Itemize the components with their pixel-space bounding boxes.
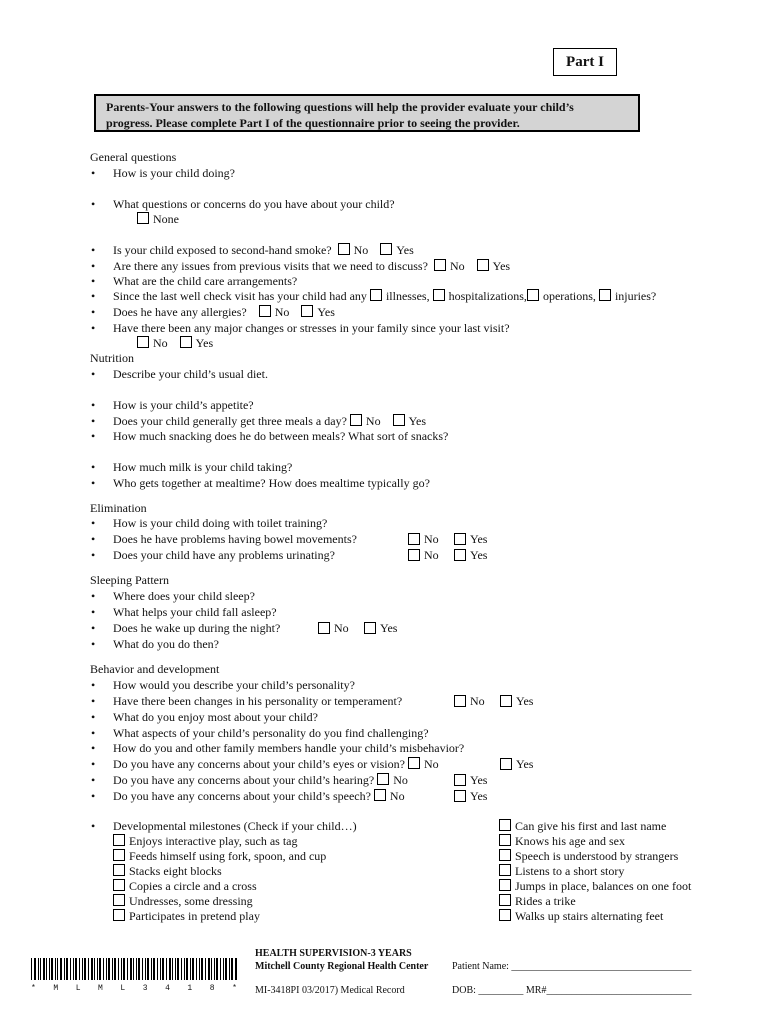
- barcode-char: 8: [209, 984, 215, 993]
- milestone-label: Knows his age and sex: [515, 834, 625, 848]
- yes-label: Yes: [470, 548, 488, 562]
- yes-label: Yes: [380, 621, 398, 635]
- milestone-right-0[interactable]: [499, 819, 666, 834]
- instructions-line-2: progress. Please complete Part I of the questionnaire prior to seeing the provider.: [106, 116, 520, 130]
- injuries-checkbox[interactable]: [599, 289, 611, 301]
- milestone-label: Undresses, some dressing: [129, 894, 253, 908]
- milestone-right-3[interactable]: [499, 864, 624, 879]
- eyes-no-checkbox[interactable]: [408, 757, 420, 769]
- milestone-left-4[interactable]: [113, 894, 253, 909]
- bowel-yes-checkbox[interactable]: [454, 533, 466, 545]
- q-aspects: • What aspects of your child’s personality do you find challenging?: [113, 726, 429, 741]
- q-meals: [113, 414, 426, 429]
- milestone-checkbox[interactable]: [499, 819, 511, 831]
- q-milk: • How much milk is your child taking?: [113, 460, 292, 475]
- no-label: No: [424, 548, 439, 562]
- milestone-label: Participates in pretend play: [129, 909, 260, 923]
- eyes-yes-checkbox[interactable]: [500, 758, 512, 770]
- barcode-char: 4: [165, 984, 170, 993]
- no-label: No: [153, 336, 168, 350]
- milestone-label: Copies a circle and a cross: [129, 879, 257, 893]
- operations-checkbox[interactable]: [527, 289, 539, 301]
- milestone-checkbox[interactable]: [113, 834, 125, 846]
- milestone-checkbox[interactable]: [499, 894, 511, 906]
- barcode-char: M: [53, 984, 59, 993]
- no-label: No: [423, 757, 439, 771]
- q-care: • What are the child care arrangements?: [113, 274, 297, 289]
- no-label: No: [334, 621, 349, 635]
- milestone-checkbox[interactable]: [113, 894, 125, 906]
- yes-label: Yes: [470, 773, 488, 787]
- smoke-yes-checkbox[interactable]: [380, 243, 392, 255]
- no-label: No: [389, 789, 405, 803]
- barcode-char: *: [232, 984, 237, 993]
- q-do-then: • What do you do then?: [113, 637, 219, 652]
- no-label: No: [365, 414, 381, 428]
- milestone-checkbox[interactable]: [113, 864, 125, 876]
- q-helps-sleep: • What helps your child fall asleep?: [113, 605, 277, 620]
- smoke-no-checkbox[interactable]: [338, 243, 350, 255]
- patient-name-field[interactable]: Patient Name: ____________________________________: [452, 961, 692, 972]
- milestone-label: Walks up stairs alternating feet: [515, 909, 664, 923]
- q-eyes-text: Do you have any concerns about your child’s eyes or vision?: [113, 757, 405, 771]
- milestone-checkbox[interactable]: [499, 849, 511, 861]
- family-changes-no-checkbox[interactable]: [137, 336, 149, 348]
- none-label: None: [153, 212, 179, 226]
- milestone-right-2[interactable]: [499, 849, 678, 864]
- health-center-name: Mitchell County Regional Health Center: [255, 961, 429, 972]
- q-since: [113, 289, 656, 304]
- q-personality: • How would you describe your child’s personality?: [113, 678, 355, 693]
- allergies-yes-checkbox[interactable]: [301, 305, 313, 317]
- meals-no-checkbox[interactable]: [350, 414, 362, 426]
- urinating-no-checkbox[interactable]: [408, 549, 420, 561]
- issues-yes-checkbox[interactable]: [477, 259, 489, 271]
- speech-yes-checkbox[interactable]: [454, 790, 466, 802]
- q-smoke-text: Is your child exposed to second-hand smoke?: [113, 243, 332, 257]
- q-allergies: [113, 305, 335, 320]
- illnesses-checkbox[interactable]: [370, 289, 382, 301]
- yes-label: Yes: [492, 259, 511, 273]
- milestone-label: Jumps in place, balances on one foot: [515, 879, 692, 893]
- milestone-label: Listens to a short story: [515, 864, 625, 878]
- barcode-char: *: [31, 984, 36, 993]
- no-label: No: [353, 243, 369, 257]
- milestone-checkbox[interactable]: [113, 909, 125, 921]
- q-issues: [113, 259, 510, 274]
- no-label: No: [449, 259, 465, 273]
- barcode-char: 1: [187, 984, 193, 993]
- hospitalizations-checkbox[interactable]: [433, 289, 445, 301]
- q-smoke: [113, 243, 414, 258]
- part-label: Part I: [553, 48, 617, 76]
- milestone-label: Can give his first and last name: [515, 819, 667, 833]
- yes-label: Yes: [516, 757, 534, 771]
- q-allergies-text: Does he have any allergies?: [113, 305, 247, 319]
- yes-label: Yes: [516, 694, 534, 708]
- q-enjoy: • What do you enjoy most about your child?: [113, 710, 318, 725]
- yes-label: Yes: [396, 243, 414, 257]
- milestone-right-1[interactable]: [499, 834, 625, 849]
- meals-yes-checkbox[interactable]: [393, 414, 405, 426]
- milestones-intro: • Developmental milestones (Check if your child…): [113, 819, 357, 834]
- q-urinating: • Does your child have any problems urinating?: [113, 548, 335, 563]
- barcode-char: L: [75, 984, 81, 993]
- allergies-no-checkbox[interactable]: [259, 305, 271, 317]
- none-option[interactable]: [137, 212, 179, 227]
- form-number: MI-3418PI 03/2017) Medical Record: [255, 985, 405, 996]
- family-changes-yes-checkbox[interactable]: [180, 336, 192, 348]
- section-heading-sleeping: Sleeping Pattern: [90, 573, 169, 587]
- instructions-box: [94, 94, 640, 132]
- section-heading-behavior: Behavior and development: [90, 662, 220, 676]
- q-wake: • Does he wake up during the night?: [113, 621, 280, 636]
- milestone-left-1[interactable]: [113, 849, 326, 864]
- milestone-right-6[interactable]: [499, 909, 663, 924]
- milestone-label: Speech is understood by strangers: [515, 849, 679, 863]
- milestone-left-0[interactable]: [113, 834, 298, 849]
- barcode-char: 3: [142, 984, 148, 993]
- section-heading-general: General questions: [90, 150, 177, 164]
- q-since-text: Since the last well check visit has your child had any: [113, 289, 367, 303]
- q-bowel: • Does he have problems having bowel movements?: [113, 532, 357, 547]
- milestone-checkbox[interactable]: [499, 834, 511, 846]
- milestone-checkbox[interactable]: [499, 864, 511, 876]
- no-label: No: [424, 532, 439, 546]
- q-speech: [113, 789, 405, 804]
- milestone-label: Enjoys interactive play, such as tag: [129, 834, 298, 848]
- milestone-label: Rides a trike: [515, 894, 576, 908]
- temperament-yes-checkbox[interactable]: [500, 695, 512, 707]
- temperament-no-checkbox[interactable]: [454, 695, 466, 707]
- q-meals-text: Does your child generally get three meals a day?: [113, 414, 347, 428]
- q-speech-text: Do you have any concerns about your child’s speech?: [113, 789, 371, 803]
- yes-label: Yes: [195, 336, 214, 350]
- none-checkbox[interactable]: [137, 212, 149, 224]
- q-concerns: • What questions or concerns do you have about your child?: [113, 197, 395, 212]
- barcode-char: M: [98, 984, 103, 993]
- hospitalizations-label: hospitalizations,: [448, 289, 527, 303]
- family-changes-options: [137, 336, 213, 351]
- illnesses-label: illnesses,: [385, 289, 430, 303]
- milestone-right-4[interactable]: [499, 879, 691, 894]
- q-temperament: • Have there been changes in his personality or temperament?: [113, 694, 402, 709]
- section-heading-elimination: Elimination: [90, 501, 147, 515]
- q-appetite: • How is your child’s appetite?: [113, 398, 254, 413]
- q-mealtime: • Who gets together at mealtime? How does mealtime typically go?: [113, 476, 430, 491]
- wake-yes-checkbox[interactable]: [364, 622, 376, 634]
- milestone-left-2[interactable]: [113, 864, 222, 879]
- q-hearing-text: Do you have any concerns about your child’s hearing?: [113, 773, 375, 787]
- urinating-yes-checkbox[interactable]: [454, 549, 466, 561]
- issues-no-checkbox[interactable]: [434, 259, 446, 271]
- q-snacking: • How much snacking does he do between meals? What sort of snacks?: [113, 429, 448, 444]
- form-title: HEALTH SUPERVISION-3 YEARS: [255, 948, 412, 959]
- dob-mr-field[interactable]: DOB: _________ MR#_____________________________: [452, 985, 692, 996]
- yes-label: Yes: [470, 789, 488, 803]
- q-family-changes: • Have there been any major changes or stresses in your family since your last visit?: [113, 321, 510, 336]
- q-diet: • Describe your child’s usual diet.: [113, 367, 268, 382]
- milestone-left-5[interactable]: [113, 909, 260, 924]
- milestone-label: Stacks eight blocks: [129, 864, 222, 878]
- milestone-checkbox[interactable]: [499, 879, 511, 891]
- yes-label: Yes: [408, 414, 427, 428]
- operations-label: operations,: [542, 289, 596, 303]
- q-toilet: • How is your child doing with toilet training?: [113, 516, 327, 531]
- milestone-right-5[interactable]: [499, 894, 576, 909]
- q-issues-text: Are there any issues from previous visits that we need to discuss?: [113, 259, 428, 273]
- q-eyes: [113, 757, 439, 772]
- instructions-line-1: Parents-Your answers to the following questions will help the provider evaluate your child’s: [106, 100, 574, 114]
- no-label: No: [274, 305, 290, 319]
- q-where-sleep: • Where does your child sleep?: [113, 589, 255, 604]
- no-label: No: [393, 773, 408, 787]
- milestone-checkbox[interactable]: [113, 849, 125, 861]
- q-misbehavior: • How do you and other family members handle your child’s misbehavior?: [113, 741, 464, 756]
- no-label: No: [470, 694, 485, 708]
- wake-no-checkbox[interactable]: [318, 622, 330, 634]
- q-hearing: [113, 773, 408, 788]
- barcode-image: [31, 958, 237, 980]
- yes-label: Yes: [470, 532, 488, 546]
- milestone-label: Feeds himself using fork, spoon, and cup: [129, 849, 327, 863]
- bowel-no-checkbox[interactable]: [408, 533, 420, 545]
- speech-no-checkbox[interactable]: [374, 789, 386, 801]
- milestone-left-3[interactable]: [113, 879, 257, 894]
- milestone-checkbox[interactable]: [113, 879, 125, 891]
- hearing-yes-checkbox[interactable]: [454, 774, 466, 786]
- section-heading-nutrition: Nutrition: [90, 351, 134, 365]
- hearing-no-checkbox[interactable]: [377, 773, 389, 785]
- injuries-label: injuries?: [614, 289, 657, 303]
- q-doing: • How is your child doing?: [113, 166, 235, 181]
- milestone-checkbox[interactable]: [499, 909, 511, 921]
- yes-label: Yes: [317, 305, 335, 319]
- barcode-char: L: [120, 984, 126, 993]
- barcode-text: [31, 984, 237, 993]
